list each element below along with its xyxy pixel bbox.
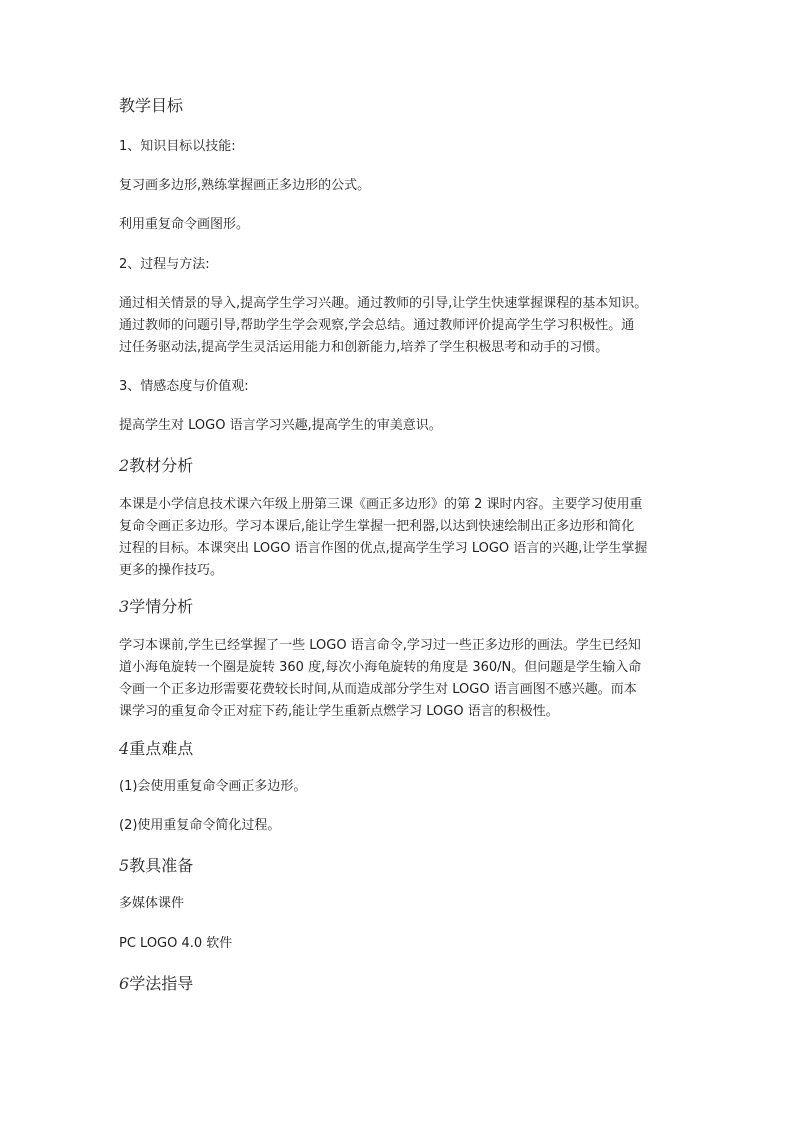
doc-title: 教学目标 [119,96,184,115]
section-3-line-3: 令画一个正多边形需要花费较长时间,从而造成部分学生对 LOGO 语言画图不感兴趣。而本 [119,682,637,697]
section-3-title: 学情分析 [129,597,194,616]
section-4-item-2: (2)使用重复命令简化过程。 [119,818,281,833]
section-4-number: 4 [119,739,130,758]
process-heading: 2、过程与方法: [119,257,210,272]
section-5-title: 教具准备 [129,856,194,875]
process-paragraph-line-1: 通过相关情景的导入,提高学生学习兴趣。通过教师的引导,让学生快速掌握课程的基本知识。 [119,296,648,311]
section-2-heading [119,458,193,474]
knowledge-paragraph-1: 复习画多边形,熟练掌握画正多边形的公式。 [119,178,371,193]
section-4-heading [119,741,193,757]
section-3-heading [119,599,193,615]
section-2-line-2: 复命令画正多边形。学习本课后,能让学生掌握一把利器,以达到快速绘制出正多边形和简化 [119,519,635,534]
section-6-heading [119,976,193,992]
section-5-item-2: PC LOGO 4.0 软件 [119,936,233,951]
emotion-paragraph: 提高学生对 LOGO 语言学习兴趣,提高学生的审美意识。 [119,418,442,433]
section-4-title: 重点难点 [129,739,194,758]
section-3-line-2: 道小海龟旋转一个圈是旋转 360 度,每次小海龟旋转的角度是 360/N。但问题是学生输入命 [119,660,642,675]
section-3-line-4: 课学习的重复命令正对症下药,能让学生重新点燃学习 LOGO 语言的积极性。 [119,704,559,719]
section-3-line-1: 学习本课前,学生已经掌握了一些 LOGO 语言命令,学习过一些正多边形的画法。学生已经知 [119,638,641,653]
section-2-title: 教材分析 [129,456,194,475]
section-4-item-1: (1)会使用重复命令画正多边形。 [119,779,307,794]
section-3-number: 3 [119,597,130,616]
process-paragraph-line-2: 通过教师的问题引导,帮助学生学会观察,学会总结。通过教师评价提高学生学习积极性。通 [119,318,635,333]
section-5-number: 5 [119,856,130,875]
section-2-line-4: 更多的操作技巧。 [119,563,224,578]
section-5-item-1: 多媒体课件 [119,896,185,911]
emotion-heading: 3、情感态度与价值观: [119,379,249,394]
section-2-line-1: 本课是小学信息技术课六年级上册第三课《画正多边形》的第 2 课时内容。主要学习使用重 [119,497,643,512]
knowledge-paragraph-2: 利用重复命令画图形。 [119,217,250,232]
process-paragraph-line-3: 过任务驱动法,提高学生灵活运用能力和创新能力,培养了学生积极思考和动手的习惯。 [119,340,609,355]
section-6-title: 学法指导 [129,974,194,993]
section-5-heading [119,858,193,874]
section-6-number: 6 [119,974,130,993]
section-2-number: 2 [119,456,130,475]
section-2-line-3: 过程的目标。本课突出 LOGO 语言作图的优点,提高学生学习 LOGO 语言的兴趣,让学生掌握 [119,541,648,556]
knowledge-heading: 1、知识目标以技能: [119,139,236,154]
